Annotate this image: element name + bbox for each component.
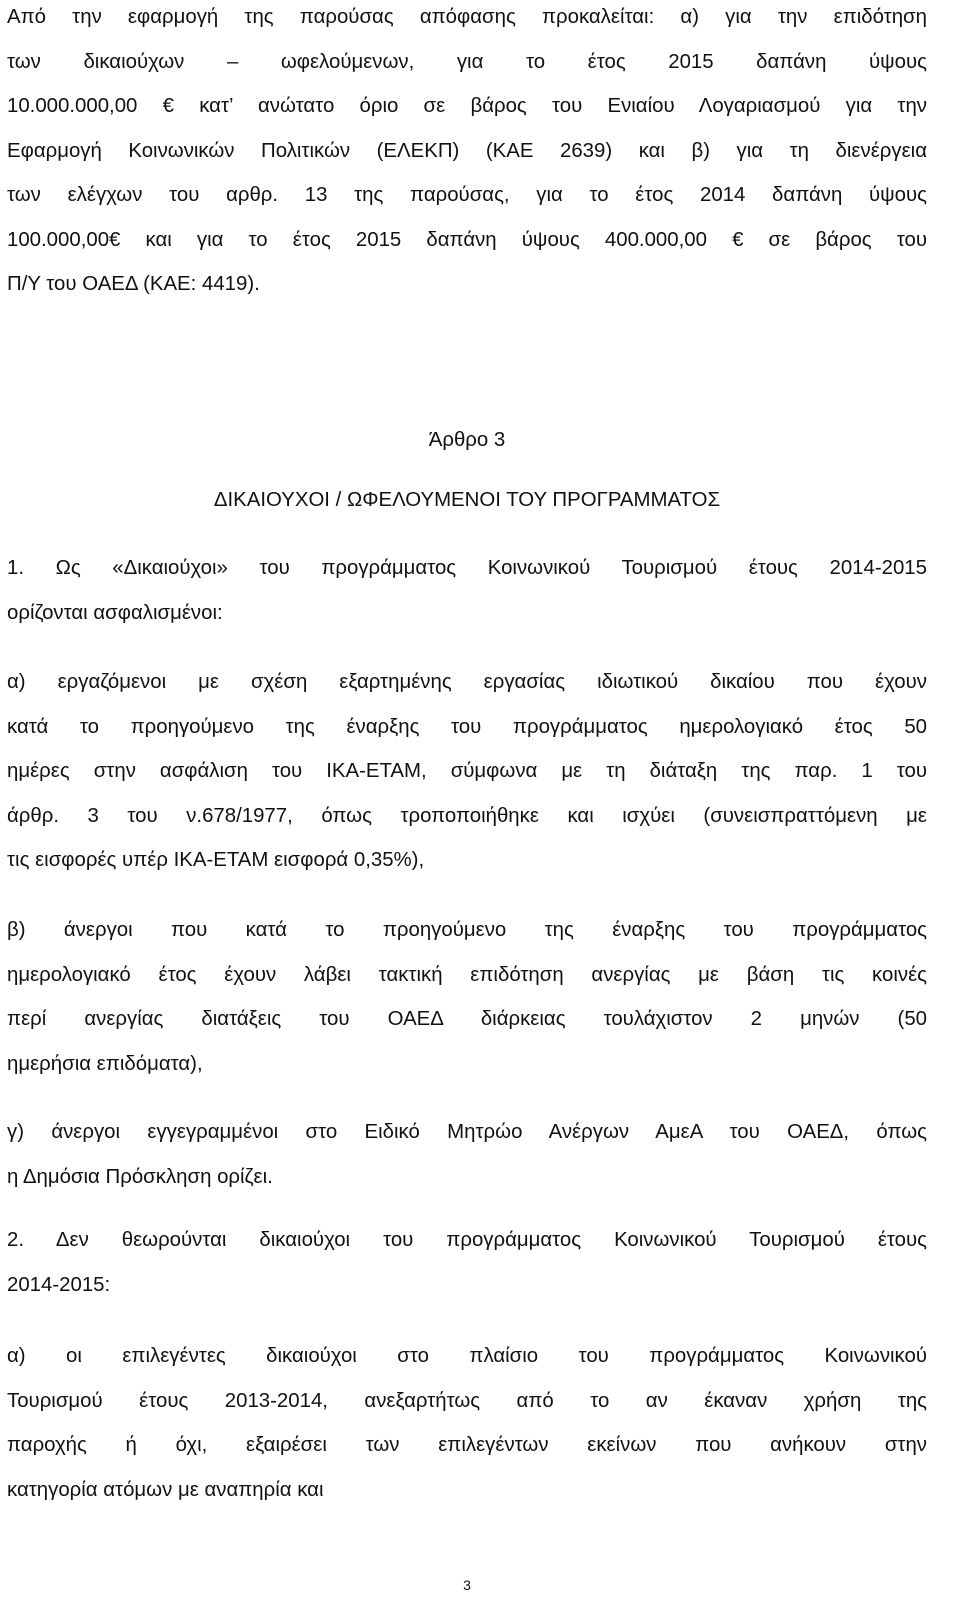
text-line: κατηγορία ατόμων με αναπηρία και bbox=[7, 1478, 324, 1501]
item-b bbox=[7, 908, 927, 1086]
text-line: Εφαρμογή Κοινωνικών Πολιτικών (ΕΛΕΚΠ) (ΚΑΕ 2639) και β) για τη διενέργεια bbox=[7, 139, 927, 162]
text-line: κατά το προηγούμενο της έναρξης του προγράμματος ημερολογιακό έτος 50 bbox=[7, 715, 927, 738]
text-line: ημερολογιακό έτος έχουν λάβει τακτική επιδότηση ανεργίας με βάση τις κοινές bbox=[7, 963, 927, 986]
text-line: 2014-2015: bbox=[7, 1273, 111, 1296]
text-line: Από την εφαρμογή της παρούσας απόφασης προκαλείται: α) για την επιδότηση bbox=[7, 6, 927, 28]
intro-paragraph bbox=[7, 0, 927, 307]
article-title: ΔΙΚΑΙΟΥΧΟΙ / ΩΦΕΛΟΥΜΕΝΟΙ ΤΟΥ ΠΡΟΓΡΑΜΜΑΤΟΣ bbox=[213, 489, 721, 511]
text-line: 1. Ως «Δικαιούχοι» του προγράμματος Κοινωνικού Τουρισμού έτους 2014-2015 bbox=[7, 557, 927, 579]
text-line: η Δημόσια Πρόσκληση ορίζει. bbox=[7, 1165, 273, 1188]
text-line: ημερήσια επιδόματα), bbox=[7, 1052, 203, 1075]
paragraph-2 bbox=[7, 1218, 927, 1307]
text-line: γ) άνεργοι εγγεγραμμένοι στο Ειδικό Μητρώο Ανέργων ΑμεΑ του ΟΑΕΔ, όπως bbox=[7, 1121, 927, 1143]
text-line: ημέρες στην ασφάλιση του ΙΚΑ-ΕΤΑΜ, σύμφωνα με τη διάταξη της παρ. 1 του bbox=[7, 760, 927, 782]
text-line: α) εργαζόμενοι με σχέση εξαρτημένης εργασίας ιδιωτικού δικαίου που έχουν bbox=[7, 671, 927, 693]
text-line: ορίζονται ασφαλισμένοι: bbox=[7, 601, 223, 624]
text-line: β) άνεργοι που κατά το προηγούμενο της έναρξης του προγράμματος bbox=[7, 919, 927, 941]
text-line: α) οι επιλεγέντες δικαιούχοι στο πλαίσιο του προγράμματος Κοινωνικού bbox=[7, 1345, 927, 1367]
item-a bbox=[7, 660, 927, 883]
document-page bbox=[7, 0, 927, 1617]
item-2a bbox=[7, 1334, 927, 1512]
page-number: 3 bbox=[463, 1577, 471, 1593]
article-number: Άρθρο 3 bbox=[428, 429, 506, 451]
text-line: των ελέγχων του αρθρ. 13 της παρούσας, για το έτος 2014 δαπάνη ύψους bbox=[7, 184, 927, 206]
item-c bbox=[7, 1110, 927, 1199]
text-line: Τουρισμού έτους 2013-2014, ανεξαρτήτως από το αν έκαναν χρήση της bbox=[7, 1389, 927, 1412]
text-line: Π/Υ του ΟΑΕΔ (ΚΑΕ: 4419). bbox=[7, 273, 260, 295]
paragraph-1 bbox=[7, 546, 927, 635]
text-line: παροχής ή όχι, εξαιρέσει των επιλεγέντων εκείνων που ανήκουν στην bbox=[7, 1434, 927, 1456]
text-line: 2. Δεν θεωρούνται δικαιούχοι του προγράμματος Κοινωνικού Τουρισμού έτους bbox=[7, 1229, 927, 1251]
text-line: τις εισφορές υπέρ ΙΚΑ-ΕΤΑΜ εισφορά 0,35%), bbox=[7, 849, 425, 871]
text-line: περί ανεργίας διατάξεις του ΟΑΕΔ διάρκειας τουλάχιστον 2 μηνών (50 bbox=[7, 1008, 927, 1030]
text-line: άρθρ. 3 του ν.678/1977, όπως τροποποιήθηκε και ισχύει (συνεισπραττόμενη με bbox=[7, 804, 927, 827]
text-line: 10.000.000,00 € κατ’ ανώτατο όριο σε βάρος του Ενιαίου Λογαριασμού για την bbox=[7, 95, 927, 117]
text-line: 100.000,00€ και για το έτος 2015 δαπάνη ύψους 400.000,00 € σε βάρος του bbox=[7, 228, 927, 251]
text-line: των δικαιούχων – ωφελούμενων, για το έτος 2015 δαπάνη ύψους bbox=[7, 50, 927, 73]
